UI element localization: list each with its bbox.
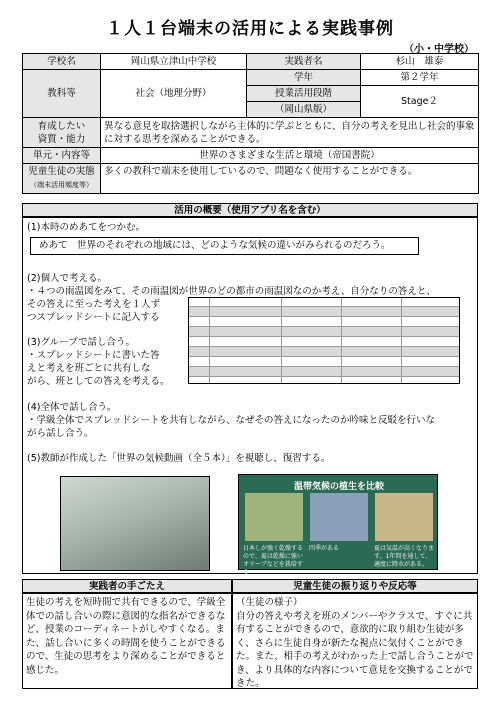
video-caption-3: 夏は気温が高くなります。1年間を通して、適度に降水がある。: [374, 545, 435, 568]
step-2-text-b: その答えに至った考えを１人ず: [27, 299, 161, 310]
step-4: (4)全体で話し合う。: [27, 402, 117, 413]
step-3-text-a: ・スプレッドシートに書いた答: [27, 350, 160, 361]
teacher-feedback-text: 生徒の考えを短時間で共有できるので、学級全体での話し合いの際に意図的な指名ができるなど、授業のコーディネートがしやすくなる。また、話し合いに多くの時間を使うことができるので、生徒の思考をより深めることができると感じた。: [22, 593, 232, 689]
step-2: (2)個人で考える。: [27, 273, 107, 284]
vegetation-image: [310, 493, 368, 541]
unit-text: 世界のさまざまな生活と環境（帝国書院）: [101, 148, 479, 164]
stage-value: Stage２: [361, 86, 479, 118]
lesson-goal-box: めあて 世界のそれぞれの地域には、どのような気候の違いがみられるのだろう。: [30, 237, 419, 255]
author-name: 杉山 雄泰: [361, 54, 479, 70]
grade-value: 第２学年: [361, 70, 479, 86]
step-3-text-c: がら、班としての答えを考える。: [27, 376, 170, 387]
student-feedback-header: 児童生徒の振り返りや反応等: [232, 579, 478, 593]
climate-video-title: 温帯気候の植生を比較: [293, 482, 384, 492]
student-feedback-text: （生徒の様子） 自分の答えや考えを班のメンバーやクラスで、すぐに共有することができるので、意欲的に取り組む生徒が多く、さらに生徒自身が新たな視点に気付くことができた。また、相手の考えがわかった上で話し合うことができ、より具体的な内容について意見を交換することができた。: [232, 593, 478, 689]
status-text: 多くの教科で端末を使用しているので、問題なく使用することができる。: [101, 164, 479, 194]
vegetation-image: [245, 493, 303, 541]
step-1: (1)本時のめあてをつかむ。: [27, 222, 145, 233]
info-table: [22, 53, 479, 194]
step-2-text-c: つスプレッドシートに記入する: [27, 312, 160, 323]
spreadsheet-image: [188, 297, 460, 384]
unit-label: 単元・内容等: [23, 148, 101, 164]
status-label: 児童生徒の実態 （端末活用頻度等）: [23, 164, 101, 194]
school-label: 学校名: [23, 54, 101, 70]
subject-value: 社会（地理分野）: [101, 70, 247, 118]
school-name: 岡山県立津山中学校: [101, 54, 247, 70]
page-title: １人１台端末の活用による実践事例: [106, 19, 394, 39]
step-3: (3)グループで話し合う。: [27, 337, 135, 348]
vegetation-image: [375, 493, 433, 541]
overview-header: 活用の概要（使用アプリ名を含む）: [22, 203, 478, 217]
classroom-photo: [60, 476, 210, 571]
step-3-text-b: えと考えを班ごとに共有しな: [27, 363, 151, 374]
step-5: (5)教師が作成した「世界の気候動画（全５本）」を視聴し、復習する。: [27, 453, 331, 464]
author-label: 実践者名: [247, 54, 361, 70]
subject-label: 教科等: [23, 70, 101, 118]
grade-label: 学年: [247, 70, 361, 86]
school-level-label: （小・中学校）: [404, 44, 474, 55]
video-caption-1: 日本しが強く乾燥するので、夏は乾燥に強いオリーブなどを栽培する: [243, 545, 304, 576]
climate-video-image: [238, 474, 438, 576]
teacher-feedback-header: 実践者の手ごたえ: [22, 579, 232, 593]
step-4-text-b: がら話し合う。: [27, 428, 94, 439]
stage-label: 授業活用段階: [247, 86, 361, 102]
step-4-text-a: ・学級全体でスプレッドシートを共有しながら、なぜその答えになったのか吟味と反駁を行いな: [27, 415, 436, 426]
step-2-text-a: ・４つの雨温図をみて、その雨温図が世界のどの都市の雨温図なのか考え、自分なりの答えと、: [27, 286, 436, 297]
skills-text: 異なる意見を取捨選択しながら主体的に学ぶとともに、自分の考えを見出し社会的事象に対する思考を深めることができる。: [101, 118, 479, 148]
stage-label-sub: （岡山県版）: [247, 102, 361, 118]
video-caption-2: 四季がある: [309, 545, 340, 552]
skills-label: 育成したい 資質・能力: [23, 118, 101, 148]
